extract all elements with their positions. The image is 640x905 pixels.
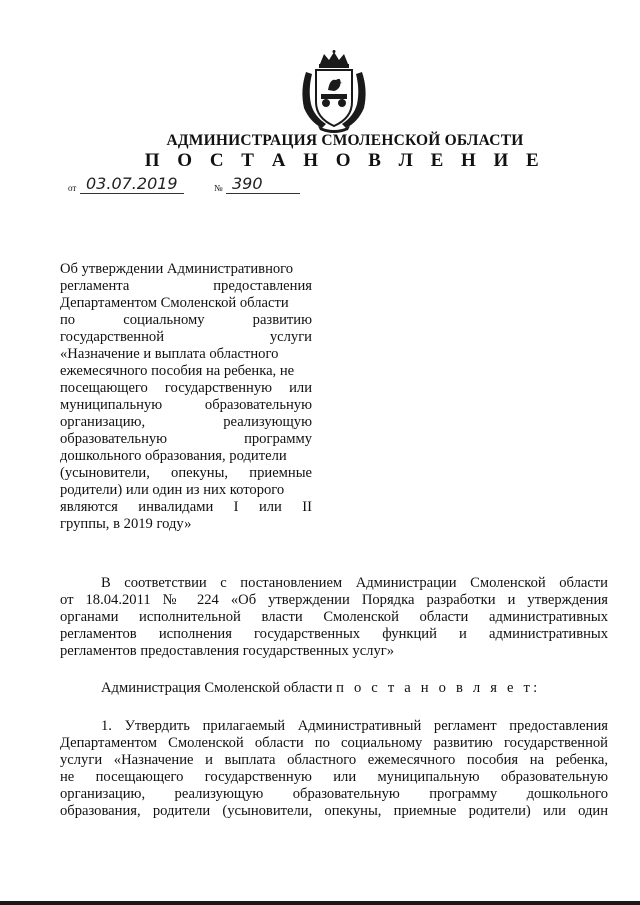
item-line: организацию, реализующую образовательную программу дошкольного — [60, 786, 608, 802]
item-line: услуги «Назначение и выплата областного ежемесячного пособия на ребенка, — [60, 752, 608, 768]
item-1-paragraph — [60, 718, 608, 820]
preamble-line: от 18.04.2011 № 224 «Об утверждении Порядка разработки и утверждения — [60, 592, 608, 608]
subject-line: родители) или один из них которого — [60, 482, 285, 498]
subject-line: дошкольного образования, родители — [60, 448, 287, 464]
resolution-clause — [60, 680, 608, 697]
resolution-subject: Администрация Смоленской области — [101, 680, 333, 696]
subject-line: муниципальную образовательную — [60, 397, 312, 413]
item-line: образования, родители (усыновители, опекуны, приемные родители) или один — [60, 803, 608, 819]
preamble-line: регламентов предоставления государственных услуг» — [60, 643, 395, 659]
number-value: 390 — [232, 174, 263, 193]
subject-line: по социальному развитию — [60, 312, 312, 328]
preamble-paragraph — [60, 575, 608, 660]
organization-name: АДМИНИСТРАЦИЯ СМОЛЕНСКОЙ ОБЛАСТИ — [166, 132, 524, 149]
subject-line: группы, в 2019 году» — [60, 516, 192, 532]
date-number-line — [68, 174, 328, 196]
subject-line: регламента предоставления — [60, 278, 312, 294]
date-underline — [80, 193, 184, 194]
item-line: не посещающего государственную или муниципальную образовательную — [60, 769, 608, 785]
preamble-line: В соответствии с постановлением Администрации Смоленской области — [101, 575, 608, 591]
subject-line: «Назначение и выплата областного — [60, 346, 279, 362]
document-type-title: П О С Т А Н О В Л Е Н И Е — [144, 150, 546, 171]
number-label: № — [214, 183, 223, 193]
subject-line: государственной услуги — [60, 329, 312, 345]
subject-line: (усыновители, опекуны, приемные — [60, 465, 312, 481]
preamble-line: органами исполнительной власти Смоленской области административных — [60, 609, 608, 625]
subject-line: образовательную программу — [60, 431, 312, 447]
date-label: от — [68, 183, 77, 193]
subject-line: Об утверждении Административного — [60, 261, 294, 277]
subject-line: являются инвалидами I или II — [60, 499, 312, 515]
resolution-verb: п о с т а н о в л я е т: — [336, 680, 541, 696]
subject-line: ежемесячного пособия на ребенка, не — [60, 363, 295, 379]
document-subject — [60, 261, 312, 533]
subject-line: организацию, реализующую — [60, 414, 312, 430]
item-line: 1. Утвердить прилагаемый Административный регламент предоставления — [101, 718, 608, 734]
item-line: Департаментом Смоленской области по социальному развитию государственной — [60, 735, 608, 751]
subject-line: Департаментом Смоленской области — [60, 295, 289, 311]
subject-line: посещающего государственную или — [60, 380, 312, 396]
date-value: 03.07.2019 — [86, 174, 178, 193]
coat-of-arms-emblem — [296, 50, 372, 134]
scan-bottom-edge — [0, 901, 640, 905]
number-underline — [226, 193, 300, 194]
preamble-line: регламентов исполнения государственных функций и административных — [60, 626, 608, 642]
